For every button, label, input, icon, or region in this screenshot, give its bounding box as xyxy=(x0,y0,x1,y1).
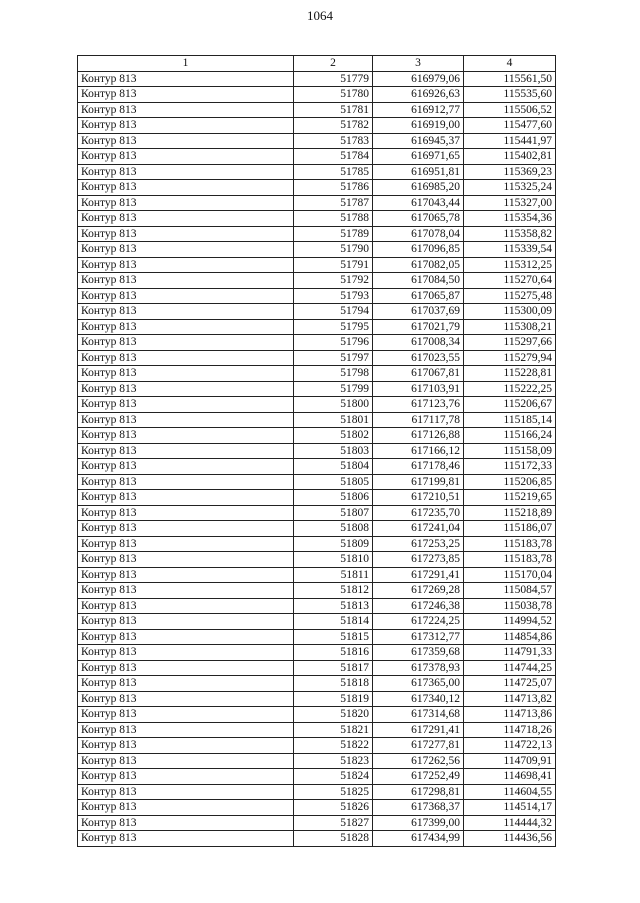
point-number-cell: 51823 xyxy=(294,753,373,769)
x-coordinate-cell: 617178,46 xyxy=(373,459,464,475)
y-coordinate-cell: 115275,48 xyxy=(464,288,556,304)
contour-name-cell: Контур 813 xyxy=(78,273,294,289)
y-coordinate-cell: 114604,55 xyxy=(464,784,556,800)
table-row xyxy=(78,102,556,118)
point-number-cell: 51809 xyxy=(294,536,373,552)
x-coordinate-cell: 617434,99 xyxy=(373,831,464,847)
x-coordinate-cell: 617291,41 xyxy=(373,567,464,583)
contour-name-cell: Контур 813 xyxy=(78,769,294,785)
x-coordinate-cell: 617166,12 xyxy=(373,443,464,459)
point-number-cell: 51800 xyxy=(294,397,373,413)
y-coordinate-cell: 114436,56 xyxy=(464,831,556,847)
point-number-cell: 51799 xyxy=(294,381,373,397)
contour-name-cell: Контур 813 xyxy=(78,180,294,196)
contour-name-cell: Контур 813 xyxy=(78,335,294,351)
table-row xyxy=(78,180,556,196)
table-row xyxy=(78,257,556,273)
y-coordinate-cell: 115535,60 xyxy=(464,87,556,103)
x-coordinate-cell: 617241,04 xyxy=(373,521,464,537)
y-coordinate-cell: 115228,81 xyxy=(464,366,556,382)
contour-name-cell: Контур 813 xyxy=(78,118,294,134)
point-number-cell: 51786 xyxy=(294,180,373,196)
x-coordinate-cell: 616971,65 xyxy=(373,149,464,165)
y-coordinate-cell: 115339,54 xyxy=(464,242,556,258)
x-coordinate-cell: 617253,25 xyxy=(373,536,464,552)
table-row xyxy=(78,536,556,552)
table-row xyxy=(78,784,556,800)
table-row xyxy=(78,304,556,320)
x-coordinate-cell: 617224,25 xyxy=(373,614,464,630)
contour-name-cell: Контур 813 xyxy=(78,629,294,645)
x-coordinate-cell: 617298,81 xyxy=(373,784,464,800)
x-coordinate-cell: 617199,81 xyxy=(373,474,464,490)
table-row xyxy=(78,614,556,630)
table-row xyxy=(78,629,556,645)
contour-name-cell: Контур 813 xyxy=(78,397,294,413)
x-coordinate-cell: 617378,93 xyxy=(373,660,464,676)
y-coordinate-cell: 115300,09 xyxy=(464,304,556,320)
y-coordinate-cell: 115354,36 xyxy=(464,211,556,227)
point-number-cell: 51822 xyxy=(294,738,373,754)
column-header-1: 1 xyxy=(78,56,294,72)
x-coordinate-cell: 617262,56 xyxy=(373,753,464,769)
y-coordinate-cell: 115183,78 xyxy=(464,536,556,552)
point-number-cell: 51789 xyxy=(294,226,373,242)
contour-name-cell: Контур 813 xyxy=(78,133,294,149)
table-row xyxy=(78,753,556,769)
y-coordinate-cell: 115270,64 xyxy=(464,273,556,289)
point-number-cell: 51821 xyxy=(294,722,373,738)
y-coordinate-cell: 114725,07 xyxy=(464,676,556,692)
y-coordinate-cell: 115185,14 xyxy=(464,412,556,428)
y-coordinate-cell: 114713,82 xyxy=(464,691,556,707)
y-coordinate-cell: 115477,60 xyxy=(464,118,556,134)
point-number-cell: 51782 xyxy=(294,118,373,134)
x-coordinate-cell: 617312,77 xyxy=(373,629,464,645)
point-number-cell: 51813 xyxy=(294,598,373,614)
point-number-cell: 51806 xyxy=(294,490,373,506)
x-coordinate-cell: 617368,37 xyxy=(373,800,464,816)
x-coordinate-cell: 617252,49 xyxy=(373,769,464,785)
contour-name-cell: Контур 813 xyxy=(78,831,294,847)
point-number-cell: 51816 xyxy=(294,645,373,661)
point-number-cell: 51815 xyxy=(294,629,373,645)
x-coordinate-cell: 617023,55 xyxy=(373,350,464,366)
x-coordinate-cell: 616926,63 xyxy=(373,87,464,103)
contour-name-cell: Контур 813 xyxy=(78,676,294,692)
contour-name-cell: Контур 813 xyxy=(78,319,294,335)
contour-name-cell: Контур 813 xyxy=(78,149,294,165)
point-number-cell: 51781 xyxy=(294,102,373,118)
table-row xyxy=(78,521,556,537)
point-number-cell: 51817 xyxy=(294,660,373,676)
x-coordinate-cell: 617399,00 xyxy=(373,815,464,831)
column-header-4: 4 xyxy=(464,56,556,72)
y-coordinate-cell: 115206,85 xyxy=(464,474,556,490)
contour-name-cell: Контур 813 xyxy=(78,722,294,738)
point-number-cell: 51825 xyxy=(294,784,373,800)
table-row xyxy=(78,381,556,397)
point-number-cell: 51828 xyxy=(294,831,373,847)
contour-name-cell: Контур 813 xyxy=(78,552,294,568)
page-number: 1064 xyxy=(307,8,333,23)
table-row xyxy=(78,567,556,583)
contour-name-cell: Контур 813 xyxy=(78,211,294,227)
y-coordinate-cell: 115158,09 xyxy=(464,443,556,459)
x-coordinate-cell: 617291,41 xyxy=(373,722,464,738)
contour-name-cell: Контур 813 xyxy=(78,459,294,475)
table-row xyxy=(78,211,556,227)
point-number-cell: 51798 xyxy=(294,366,373,382)
y-coordinate-cell: 115369,23 xyxy=(464,164,556,180)
contour-name-cell: Контур 813 xyxy=(78,536,294,552)
point-number-cell: 51827 xyxy=(294,815,373,831)
x-coordinate-cell: 617359,68 xyxy=(373,645,464,661)
y-coordinate-cell: 115222,25 xyxy=(464,381,556,397)
y-coordinate-cell: 115402,81 xyxy=(464,149,556,165)
contour-name-cell: Контур 813 xyxy=(78,242,294,258)
x-coordinate-cell: 617246,38 xyxy=(373,598,464,614)
x-coordinate-cell: 617269,28 xyxy=(373,583,464,599)
contour-name-cell: Контур 813 xyxy=(78,645,294,661)
table-row xyxy=(78,164,556,180)
contour-name-cell: Контур 813 xyxy=(78,350,294,366)
table-row xyxy=(78,691,556,707)
contour-name-cell: Контур 813 xyxy=(78,567,294,583)
x-coordinate-cell: 617103,91 xyxy=(373,381,464,397)
table-row xyxy=(78,474,556,490)
x-coordinate-cell: 617078,04 xyxy=(373,226,464,242)
y-coordinate-cell: 115506,52 xyxy=(464,102,556,118)
point-number-cell: 51780 xyxy=(294,87,373,103)
y-coordinate-cell: 115561,50 xyxy=(464,71,556,87)
contour-name-cell: Контур 813 xyxy=(78,443,294,459)
table-row xyxy=(78,505,556,521)
y-coordinate-cell: 115084,57 xyxy=(464,583,556,599)
table-row xyxy=(78,738,556,754)
point-number-cell: 51779 xyxy=(294,71,373,87)
table-row xyxy=(78,769,556,785)
x-coordinate-cell: 617277,81 xyxy=(373,738,464,754)
contour-name-cell: Контур 813 xyxy=(78,102,294,118)
point-number-cell: 51826 xyxy=(294,800,373,816)
x-coordinate-cell: 617235,70 xyxy=(373,505,464,521)
x-coordinate-cell: 617210,51 xyxy=(373,490,464,506)
y-coordinate-cell: 115325,24 xyxy=(464,180,556,196)
y-coordinate-cell: 115358,82 xyxy=(464,226,556,242)
y-coordinate-cell: 115186,07 xyxy=(464,521,556,537)
x-coordinate-cell: 617126,88 xyxy=(373,428,464,444)
y-coordinate-cell: 115279,94 xyxy=(464,350,556,366)
contour-name-cell: Контур 813 xyxy=(78,195,294,211)
table-row xyxy=(78,335,556,351)
table-row xyxy=(78,118,556,134)
y-coordinate-cell: 115166,24 xyxy=(464,428,556,444)
column-header-3: 3 xyxy=(373,56,464,72)
x-coordinate-cell: 617037,69 xyxy=(373,304,464,320)
table-row xyxy=(78,412,556,428)
point-number-cell: 51812 xyxy=(294,583,373,599)
contour-name-cell: Контур 813 xyxy=(78,614,294,630)
point-number-cell: 51808 xyxy=(294,521,373,537)
table-row xyxy=(78,226,556,242)
point-number-cell: 51788 xyxy=(294,211,373,227)
contour-name-cell: Контур 813 xyxy=(78,257,294,273)
table-row xyxy=(78,598,556,614)
table-row xyxy=(78,87,556,103)
contour-name-cell: Контур 813 xyxy=(78,474,294,490)
y-coordinate-cell: 115170,04 xyxy=(464,567,556,583)
table-body xyxy=(78,71,556,846)
table-row xyxy=(78,288,556,304)
table-row xyxy=(78,133,556,149)
y-coordinate-cell: 115038,78 xyxy=(464,598,556,614)
point-number-cell: 51804 xyxy=(294,459,373,475)
point-number-cell: 51824 xyxy=(294,769,373,785)
point-number-cell: 51805 xyxy=(294,474,373,490)
x-coordinate-cell: 617123,76 xyxy=(373,397,464,413)
x-coordinate-cell: 616919,00 xyxy=(373,118,464,134)
point-number-cell: 51785 xyxy=(294,164,373,180)
x-coordinate-cell: 616985,20 xyxy=(373,180,464,196)
table-row xyxy=(78,428,556,444)
point-number-cell: 51807 xyxy=(294,505,373,521)
x-coordinate-cell: 616945,37 xyxy=(373,133,464,149)
x-coordinate-cell: 617065,78 xyxy=(373,211,464,227)
y-coordinate-cell: 115172,33 xyxy=(464,459,556,475)
table-row xyxy=(78,552,556,568)
contour-name-cell: Контур 813 xyxy=(78,691,294,707)
y-coordinate-cell: 115218,89 xyxy=(464,505,556,521)
point-number-cell: 51810 xyxy=(294,552,373,568)
contour-name-cell: Контур 813 xyxy=(78,381,294,397)
point-number-cell: 51797 xyxy=(294,350,373,366)
point-number-cell: 51787 xyxy=(294,195,373,211)
x-coordinate-cell: 617065,87 xyxy=(373,288,464,304)
y-coordinate-cell: 114718,26 xyxy=(464,722,556,738)
table-row xyxy=(78,831,556,847)
x-coordinate-cell: 617043,44 xyxy=(373,195,464,211)
contour-name-cell: Контур 813 xyxy=(78,815,294,831)
x-coordinate-cell: 617021,79 xyxy=(373,319,464,335)
table-row xyxy=(78,350,556,366)
table-row xyxy=(78,273,556,289)
y-coordinate-cell: 114744,25 xyxy=(464,660,556,676)
contour-name-cell: Контур 813 xyxy=(78,753,294,769)
point-number-cell: 51820 xyxy=(294,707,373,723)
contour-name-cell: Контур 813 xyxy=(78,490,294,506)
contour-name-cell: Контур 813 xyxy=(78,71,294,87)
point-number-cell: 51794 xyxy=(294,304,373,320)
x-coordinate-cell: 617340,12 xyxy=(373,691,464,707)
point-number-cell: 51791 xyxy=(294,257,373,273)
table-row xyxy=(78,490,556,506)
point-number-cell: 51796 xyxy=(294,335,373,351)
table-row xyxy=(78,722,556,738)
y-coordinate-cell: 115308,21 xyxy=(464,319,556,335)
y-coordinate-cell: 115312,25 xyxy=(464,257,556,273)
contour-name-cell: Контур 813 xyxy=(78,707,294,723)
y-coordinate-cell: 114854,86 xyxy=(464,629,556,645)
y-coordinate-cell: 114444,32 xyxy=(464,815,556,831)
contour-name-cell: Контур 813 xyxy=(78,428,294,444)
table-row xyxy=(78,366,556,382)
x-coordinate-cell: 616979,06 xyxy=(373,71,464,87)
x-coordinate-cell: 617067,81 xyxy=(373,366,464,382)
point-number-cell: 51811 xyxy=(294,567,373,583)
contour-name-cell: Контур 813 xyxy=(78,660,294,676)
point-number-cell: 51784 xyxy=(294,149,373,165)
point-number-cell: 51818 xyxy=(294,676,373,692)
point-number-cell: 51783 xyxy=(294,133,373,149)
table-row xyxy=(78,707,556,723)
contour-name-cell: Контур 813 xyxy=(78,738,294,754)
x-coordinate-cell: 617117,78 xyxy=(373,412,464,428)
table-row xyxy=(78,815,556,831)
point-number-cell: 51795 xyxy=(294,319,373,335)
y-coordinate-cell: 115219,65 xyxy=(464,490,556,506)
point-number-cell: 51803 xyxy=(294,443,373,459)
y-coordinate-cell: 115183,78 xyxy=(464,552,556,568)
x-coordinate-cell: 617096,85 xyxy=(373,242,464,258)
contour-name-cell: Контур 813 xyxy=(78,87,294,103)
y-coordinate-cell: 114713,86 xyxy=(464,707,556,723)
table-row xyxy=(78,676,556,692)
point-number-cell: 51793 xyxy=(294,288,373,304)
table-row xyxy=(78,660,556,676)
x-coordinate-cell: 617008,34 xyxy=(373,335,464,351)
column-header-2: 2 xyxy=(294,56,373,72)
y-coordinate-cell: 114994,52 xyxy=(464,614,556,630)
table-row xyxy=(78,459,556,475)
y-coordinate-cell: 114791,33 xyxy=(464,645,556,661)
y-coordinate-cell: 114514,17 xyxy=(464,800,556,816)
y-coordinate-cell: 114722,13 xyxy=(464,738,556,754)
point-number-cell: 51819 xyxy=(294,691,373,707)
table-row xyxy=(78,195,556,211)
x-coordinate-cell: 617273,85 xyxy=(373,552,464,568)
y-coordinate-cell: 115327,00 xyxy=(464,195,556,211)
contour-name-cell: Контур 813 xyxy=(78,784,294,800)
table-row xyxy=(78,149,556,165)
y-coordinate-cell: 115206,67 xyxy=(464,397,556,413)
contour-name-cell: Контур 813 xyxy=(78,164,294,180)
contour-name-cell: Контур 813 xyxy=(78,288,294,304)
table-header-row xyxy=(78,56,556,72)
x-coordinate-cell: 617082,05 xyxy=(373,257,464,273)
contour-name-cell: Контур 813 xyxy=(78,505,294,521)
table-row xyxy=(78,583,556,599)
y-coordinate-cell: 115441,97 xyxy=(464,133,556,149)
point-number-cell: 51801 xyxy=(294,412,373,428)
y-coordinate-cell: 114709,91 xyxy=(464,753,556,769)
contour-name-cell: Контур 813 xyxy=(78,521,294,537)
table-row xyxy=(78,319,556,335)
x-coordinate-cell: 616912,77 xyxy=(373,102,464,118)
x-coordinate-cell: 617084,50 xyxy=(373,273,464,289)
contour-name-cell: Контур 813 xyxy=(78,226,294,242)
contour-name-cell: Контур 813 xyxy=(78,800,294,816)
table-row xyxy=(78,242,556,258)
point-number-cell: 51802 xyxy=(294,428,373,444)
y-coordinate-cell: 114698,41 xyxy=(464,769,556,785)
table-row xyxy=(78,71,556,87)
contour-name-cell: Контур 813 xyxy=(78,412,294,428)
contour-name-cell: Контур 813 xyxy=(78,598,294,614)
x-coordinate-cell: 617365,00 xyxy=(373,676,464,692)
table-row xyxy=(78,800,556,816)
contour-name-cell: Контур 813 xyxy=(78,304,294,320)
table-row xyxy=(78,397,556,413)
x-coordinate-cell: 616951,81 xyxy=(373,164,464,180)
contour-name-cell: Контур 813 xyxy=(78,366,294,382)
table-row xyxy=(78,645,556,661)
point-number-cell: 51792 xyxy=(294,273,373,289)
y-coordinate-cell: 115297,66 xyxy=(464,335,556,351)
x-coordinate-cell: 617314,68 xyxy=(373,707,464,723)
contour-name-cell: Контур 813 xyxy=(78,583,294,599)
point-number-cell: 51790 xyxy=(294,242,373,258)
point-number-cell: 51814 xyxy=(294,614,373,630)
coordinates-table xyxy=(77,55,556,847)
table-row xyxy=(78,443,556,459)
